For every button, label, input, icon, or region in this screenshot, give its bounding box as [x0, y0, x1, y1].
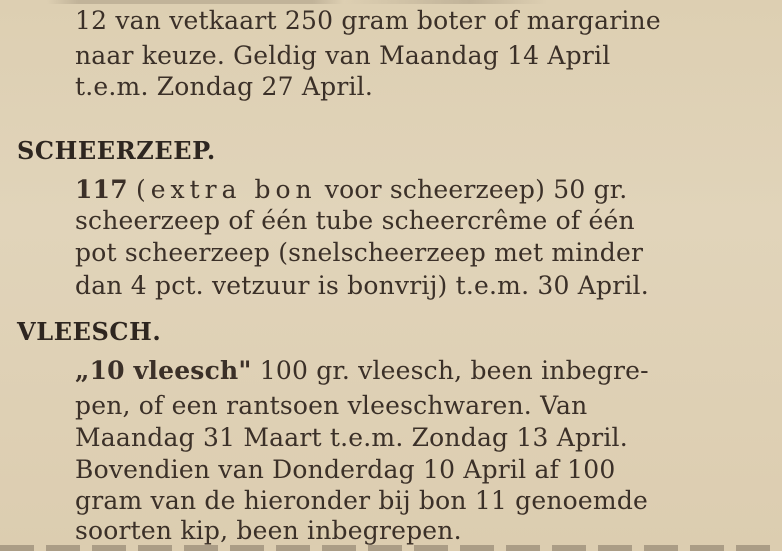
scheerzeep-line-2: scheerzeep of één tube scheercrême of één	[75, 206, 635, 235]
vleesch-line-2: pen, of een rantsoen vleeschwaren. Van	[75, 391, 588, 420]
vleesch-line-3: Maandag 31 Maart t.e.m. Zondag 13 April.	[75, 423, 628, 452]
vleesch-line-1	[75, 356, 649, 386]
scheerzeep-line-4: dan 4 pct. vetzuur is bonvrij) t.e.m. 30 April.	[75, 271, 649, 300]
vleesch-line-1-rest: 100 gr. vleesch, been inbegre-	[259, 356, 649, 385]
section-heading-vleesch: VLEESCH.	[17, 317, 162, 346]
bleed-through-bottom	[0, 545, 782, 551]
vleesch-line-5: gram van de hieronder bij bon 11 genoemde	[75, 486, 649, 515]
scheerzeep-line-1	[75, 175, 627, 205]
boter-line-1: 12 van vetkaart 250 gram boter of margarine	[75, 6, 661, 35]
bon-label-vleesch: „10 vleesch"	[75, 356, 252, 385]
bon-number: 117	[75, 175, 128, 204]
bleed-through-top	[0, 0, 782, 4]
boter-line-2: naar keuze. Geldig van Maandag 14 April	[75, 41, 611, 70]
boter-line-3: t.e.m. Zondag 27 April.	[75, 72, 374, 101]
bon-extra-spaced: (extra bon	[135, 175, 317, 204]
scheerzeep-line-1-rest: voor scheerzeep) 50 gr.	[324, 175, 628, 204]
vleesch-line-4: Bovendien van Donderdag 10 April af 100	[75, 455, 616, 484]
section-heading-scheerzeep: SCHEERZEEP.	[17, 136, 216, 165]
vleesch-line-6: soorten kip, been inbegrepen.	[75, 516, 462, 545]
scheerzeep-line-3: pot scheerzeep (snelscheerzeep met minder	[75, 238, 644, 267]
